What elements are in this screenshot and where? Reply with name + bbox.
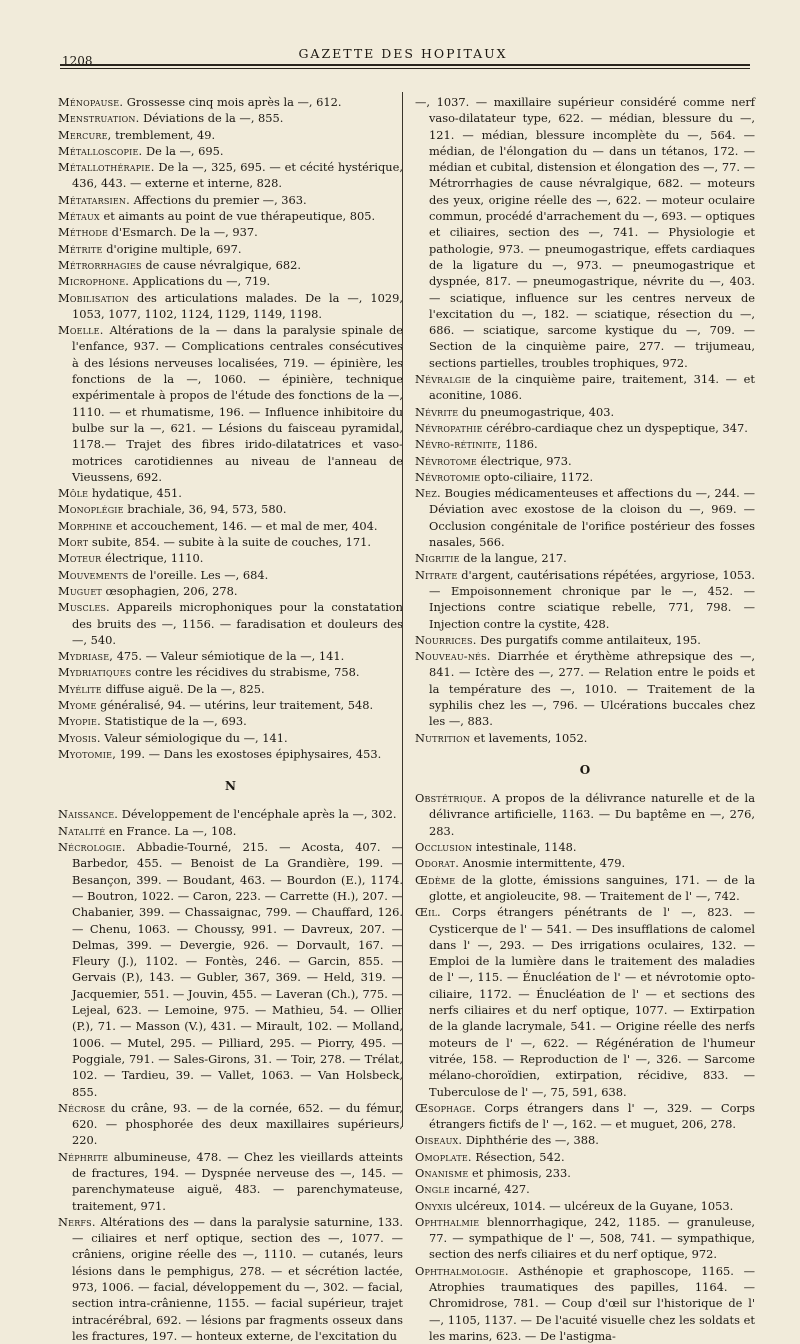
entry-text: d'argent, cautérisations répétées, argyriose, 1053. — Empoisonnement chronique par le —, 452. — Injections contre sciatique rebelle, 771, 798. — Injection contre la cystite, 428. xyxy=(429,567,755,631)
entry-heading: Nouveau-nés. xyxy=(415,649,491,664)
entry-heading: Moteur xyxy=(58,551,102,566)
index-entry xyxy=(58,599,403,648)
entry-heading: Mouvements xyxy=(58,567,129,582)
index-entry xyxy=(58,518,403,534)
entry-heading: Métrorrhagies xyxy=(58,257,142,272)
entry-text: Statistique de la —, 693. xyxy=(104,714,247,729)
entry-heading: Oiseaux. xyxy=(415,1133,463,1148)
entry-text: de l'oreille. Les —, 684. xyxy=(132,567,269,582)
entry-heading: Œil. xyxy=(415,905,441,920)
index-entry xyxy=(58,257,403,273)
index-entry xyxy=(415,1100,755,1133)
index-entry xyxy=(415,94,755,371)
entry-text: Anosmie intermittente, 479. xyxy=(462,856,626,871)
entry-heading: Monoplégie xyxy=(58,502,124,517)
entry-heading: Métaux xyxy=(58,209,100,224)
index-entry xyxy=(415,839,755,855)
page-header xyxy=(58,38,748,68)
index-entry xyxy=(58,746,403,762)
index-entry xyxy=(58,159,403,192)
entry-heading: Nécrologie. xyxy=(58,840,126,855)
index-entry xyxy=(58,697,403,713)
entry-heading: Nitrate xyxy=(415,567,458,582)
index-entry xyxy=(58,1149,403,1214)
entry-heading: Myopie. xyxy=(58,714,101,729)
entry-heading: Métalloscopie. xyxy=(58,143,143,158)
entry-heading: Nutrition xyxy=(415,730,471,745)
index-entry xyxy=(58,143,403,159)
entry-heading: Métallothérapie. xyxy=(58,160,155,175)
index-entry xyxy=(415,469,755,485)
entry-text: 475. — Valeur sémiotique de la —, 141. xyxy=(116,649,345,664)
entry-text: électrique, 1110. xyxy=(105,551,204,566)
entry-text: Résection, 542. xyxy=(475,1149,565,1164)
index-entry xyxy=(415,567,755,632)
entry-text: Grossesse cinq mois après la —, 612. xyxy=(126,95,342,109)
entry-text: de la glotte, émissions sanguines, 171. — de la glotte, et angioleucite, 98. — Traitement de l' —, 742. xyxy=(429,872,755,903)
entry-text: blennorrhagique, 242, 1185. — granuleuse, 77. — sympathique de l' —, 508, 741. — sympathique, section des nerfs ciliaires et du nerf optique, 972. xyxy=(429,1214,756,1262)
index-entry xyxy=(415,1263,755,1344)
entry-text: brachiale, 36, 94, 573, 580. xyxy=(127,502,287,517)
entry-heading: Mercure, xyxy=(58,127,112,142)
entry-heading: Obstétrique. xyxy=(415,791,487,806)
index-entry xyxy=(415,1149,755,1165)
entry-heading: Morphine xyxy=(58,518,113,533)
entry-heading: Névrite xyxy=(415,404,459,419)
entry-text: intestinale, 1148. xyxy=(475,840,577,855)
journal-title: GAZETTE DES HOPITAUX xyxy=(298,46,508,61)
page-number: 1208 xyxy=(62,54,93,68)
entry-heading: Omoplate. xyxy=(415,1149,472,1164)
entry-heading: Métatarsien. xyxy=(58,192,130,207)
header-rule xyxy=(60,64,750,69)
entry-text: Altérations des — dans la paralysie saturnine, 133. — ciliaires et nerf optique, section des —, 1077. — crâniens, origine réelle des —, 1110. — cutanés, leurs lésions dans le pemphigus, 278. — et sécrétion lactée, 973, 1006. — facial, développement du —, 302. — facial, section intra-crânienne, 1155. — facial supérieur, trajet intracérébral, 692. — lésions par fragments osseux dans les fractures, 197. — honteux externe, de l'excitation du xyxy=(72,1214,403,1343)
entry-heading: Moelle. xyxy=(58,323,104,338)
entry-text: du crâne, 93. — de la cornée, 652. — du fémur, 620. — phosphorée des deux maxillaires supérieurs, 220. xyxy=(72,1100,404,1148)
entry-text: diffuse aiguë. De la —, 825. xyxy=(105,681,265,696)
entry-text: contre les récidives du strabisme, 758. xyxy=(135,665,360,680)
index-entry xyxy=(58,94,403,110)
section-n-list xyxy=(58,806,403,1344)
entry-text: électrique, 973. xyxy=(480,453,572,468)
index-entry xyxy=(58,806,403,822)
section-m-list xyxy=(58,94,403,762)
index-entry xyxy=(58,550,403,566)
entry-text: De la —, 325, 695. — et cécité hystérique, 436, 443. — externe et interne, 828. xyxy=(72,160,403,191)
entry-heading: Odorat. xyxy=(415,856,460,871)
entry-heading: Mort xyxy=(58,535,89,550)
column-divider xyxy=(402,92,403,1127)
section-n-continued-list xyxy=(415,94,755,746)
entry-text: et accouchement, 146. — et mal de mer, 404. xyxy=(115,518,378,533)
entry-heading: Môle xyxy=(58,486,89,501)
index-entry xyxy=(58,241,403,257)
index-entry xyxy=(415,1132,755,1148)
entry-heading: Mydriatiques xyxy=(58,665,132,680)
entry-heading: Névropathie xyxy=(415,420,483,435)
index-entry xyxy=(415,453,755,469)
entry-heading: Microphone. xyxy=(58,274,130,289)
entry-text: 1186. xyxy=(504,437,538,452)
entry-text: de la langue, 217. xyxy=(463,551,567,566)
entry-heading: Menstruation. xyxy=(58,111,140,126)
entry-text: incarné, 427. xyxy=(453,1182,530,1197)
entry-heading: Mydriase, xyxy=(58,649,114,664)
section-letter-o: O xyxy=(579,762,591,777)
index-entry xyxy=(58,501,403,517)
index-entry xyxy=(415,790,755,839)
entry-text: œsophagien, 206, 278. xyxy=(105,583,238,598)
entry-heading: Occlusion xyxy=(415,840,473,855)
entry-text: Diphthérie des —, 388. xyxy=(465,1133,599,1148)
left-column xyxy=(58,94,403,1344)
entry-heading: Myélite xyxy=(58,681,102,696)
entry-heading: Muscles. xyxy=(58,600,110,615)
index-entry xyxy=(58,290,403,323)
entry-heading: Ophthalmie xyxy=(415,1214,480,1229)
index-entry xyxy=(415,632,755,648)
index-entry xyxy=(58,322,403,485)
entry-heading: Onyxis xyxy=(415,1198,453,1213)
entry-text: cérébro-cardiaque chez un dyspeptique, 347. xyxy=(486,420,748,435)
entry-text: de cause névralgique, 682. xyxy=(145,257,301,272)
index-entry xyxy=(58,583,403,599)
entry-text: et lavements, 1052. xyxy=(473,730,588,745)
index-entry xyxy=(58,648,403,664)
index-entry xyxy=(58,192,403,208)
entry-text: 199. — Dans les exostoses épiphysaires, 453. xyxy=(119,746,382,761)
entry-text: Abbadie-Tourné, 215. — Acosta, 407. — Barbedor, 455. — Benoist de La Grandière, 199. — Besançon, 399. — Boudant, 463. — Bourdon (E.), 1174. — Boutron, 1022. — Caron, 223. — Carrette (H.), 207. — Chabanier, 399. — Chassaignac, 799. — Chauffard, 126. — Chenu, 1063. — Choussy, 991. — Davreux, 207. — Delmas, 399. — Devergie, 926. — Dorvault, 167. — Fleury (J.), 1102. — Fontès, 246. — Garcin, 855. — Gervais (P.), 143. — Gubler, 367, 369. — Held, 319. — Jacquemier, 551. — Jouvin, 455. — Laveran (Ch.), 775. — Lejeal, 623. — Lemoine, 975. — Mathieu, 54. — Ollier (P.), 71. — Masson (V.), 431. — Mirault, 102. — Molland, 1006. — Mutel, 295. — Pilliard, 295. — Piorry, 495. — Poggiale, 791. — Sales-Girons, 31. — Toir, 278. — Trélat, 102. — Tardieu, 39. — Vallet, 1063. — Van Holsbeck, 855. xyxy=(72,840,403,1099)
entry-heading: Œsophage. xyxy=(415,1100,476,1115)
index-entry xyxy=(58,273,403,289)
index-entry xyxy=(58,534,403,550)
entry-text: Corps étrangers dans l' —, 329. — Corps étrangers fictifs de l' —, 162. — et muguet, 206, 278. xyxy=(429,1100,756,1132)
index-entry xyxy=(415,730,755,746)
index-entry xyxy=(415,485,755,550)
entry-heading: Ophthalmologie. xyxy=(415,1263,509,1278)
index-entry xyxy=(58,730,403,746)
section-o-list xyxy=(415,790,755,1344)
entry-text: Déviations de la —, 855. xyxy=(143,111,284,126)
entry-text: —, 1037. — maxillaire supérieur considéré comme nerf vaso-dilatateur type, 622. — médian, blessure du —, 121. — médian, blessure incomplète du —, 564. — médian, de l'élongation du — dans un tétanos, 172. — médian et cubital, distension et élongation des —, 77. — Métrorrhagies de cause névralgique, 682. — moteurs des yeux, origine réelle des —, 622. — moteur oculaire commun, procédé d'arrachement du —, 693. — optiques et ciliaires, section des —, 741. — Physiologie et pathologie, 973. — pneumogastrique, effets cardiaques de la ligature du —, 973. — pneumogastrique et dyspnée, 817. — pneumogastrique, névrite du —, 403. — sciatique, influence sur les centres nerveux de l'excitation du —, 182. — sciatique, résection du —, 686. — sciatique, sarcome kystique du —, 709. — Section de la cinquième paire, 277. — trijumeau, sections partielles, troubles trophiques, 972. xyxy=(415,95,756,370)
entry-heading: Nigritie xyxy=(415,551,460,566)
entry-heading: Méthode xyxy=(58,225,109,240)
entry-text: de la cinquième paire, traitement, 314. — et aconitine, 1086. xyxy=(429,372,756,403)
entry-text: en France. La —, 108. xyxy=(108,823,237,838)
entry-text: Affections du premier —, 363. xyxy=(133,192,307,207)
entry-text: De la —, 695. xyxy=(145,143,224,158)
entry-heading: Myome xyxy=(58,697,97,712)
entry-heading: Ménopause. xyxy=(58,95,124,109)
entry-heading: Muguet xyxy=(58,583,102,598)
index-entry xyxy=(58,224,403,240)
entry-text: albumineuse, 478. — Chez les vieillards atteints de fractures, 194. — Dyspnée nerveuse des —, 145. — parenchymateuse aiguë, 483. — parenchymateuse, traitement, 971. xyxy=(72,1149,404,1213)
entry-text: d'Esmarch. De la —, 937. xyxy=(111,225,258,240)
entry-text: Bougies médicamenteuses et affections du —, 244. — Déviation avec exostose de la cloison du —, 969. — Occlusion congénitale de l'orifice postérieur des fosses nasales, 566. xyxy=(429,486,756,550)
entry-text: Corps étrangers pénétrants de l' —, 823. — Cysticerque de l' — 541. — Des insufflations de calomel dans l' —, 293. — Des irrigations oculaires, 132. — Emploi de la lumière dans le traitement des maladies de l' —, 115. — Énucléation de l' — et névrotomie opto-ciliaire, 1172. — Énucléation de l' — et sections des nerfs ciliaires et du nerf optique, 1077. — Extirpation de la glande lacrymale, 541. — Origine réelle des nerfs moteurs de l' —, 622. — Régénération de l'humeur vitrée, 158. — Reproduction de l' —, 326. — Sarcome mélano-choroïdien, extirpation, récidive, 833. — Tuberculose de l' —, 75, 591, 638. xyxy=(429,905,756,1099)
entry-text: hydatique, 451. xyxy=(91,486,182,501)
entry-heading: Œdème xyxy=(415,872,456,887)
index-entry xyxy=(58,1100,403,1149)
right-column xyxy=(415,94,755,1344)
entry-heading: Névrotome xyxy=(415,453,477,468)
index-entry xyxy=(58,823,403,839)
index-entry xyxy=(415,550,755,566)
index-entry xyxy=(58,681,403,697)
entry-heading: Natalité xyxy=(58,823,106,838)
index-entry xyxy=(415,1214,755,1263)
entry-text: du pneumogastrique, 403. xyxy=(461,404,615,419)
entry-text: Développement de l'encéphale après la —, 302. xyxy=(121,807,397,822)
entry-text: tremblement, 49. xyxy=(115,127,216,142)
index-entry xyxy=(415,1181,755,1197)
entry-text: et phimosis, 233. xyxy=(472,1166,571,1180)
entry-text: ulcéreux, 1014. — ulcéreux de la Guyane, 1053. xyxy=(455,1198,734,1213)
entry-text: Valeur sémiologique du —, 141. xyxy=(104,730,288,745)
entry-text: subite, 854. — subite à la suite de couches, 171. xyxy=(91,535,371,550)
index-entry xyxy=(58,208,403,224)
entry-text: des articulations malades. De la —, 1029, 1053, 1077, 1102, 1124, 1129, 1149, 1198. xyxy=(72,290,404,321)
entry-heading: Métrite xyxy=(58,241,103,256)
index-entry xyxy=(58,839,403,1100)
entry-text: et aimants au point de vue thérapeutique, 805. xyxy=(103,209,376,224)
entry-heading: Néphrite xyxy=(58,1149,109,1164)
entry-heading: Névro-rétinite, xyxy=(415,437,502,452)
index-entry xyxy=(415,855,755,871)
entry-heading: Névrotomie xyxy=(415,469,481,484)
index-entry xyxy=(58,485,403,501)
index-entry xyxy=(415,404,755,420)
index-entry xyxy=(58,110,403,126)
index-entry xyxy=(58,713,403,729)
entry-heading: Naissance. xyxy=(58,807,119,822)
index-entry xyxy=(415,872,755,905)
entry-heading: Onanisme xyxy=(415,1166,469,1180)
entry-heading: Nez. xyxy=(415,486,441,501)
entry-text: Applications du —, 719. xyxy=(132,274,271,289)
index-entry xyxy=(58,664,403,680)
index-entry xyxy=(58,567,403,583)
entry-heading: Nécrose xyxy=(58,1100,106,1115)
index-entry xyxy=(415,904,755,1100)
index-entry xyxy=(415,371,755,404)
index-entry xyxy=(415,436,755,452)
entry-text: Altérations de la — dans la paralysie spinale de l'enfance, 937. — Complications centrales consécutives à des lésions nerveuses localisées, 719. — épinière, les fonctions de la —, 1060. — épinière, technique expérimentale à propos de l'étude des fonctions de la —, 1110. — et rhumatisme, 196. — Influence inhibitoire du bulbe sur la —, 621. — Lésions du faisceau pyramidal, 1178.— Trajet des fibres irido-dilatatrices et vaso-motrices carotidiennes au niveau de l'anneau de Vieussens, 692. xyxy=(72,323,403,484)
entry-text: Appareils microphoniques pour la constatation des bruits des —, 1156. — faradisation et douleurs des —, 540. xyxy=(72,600,403,647)
entry-heading: Myosis. xyxy=(58,730,101,745)
section-letter-n: N xyxy=(225,779,236,794)
index-entry xyxy=(415,648,755,729)
entry-text: Diarrhée et érythème athrepsique des —, 841. — Ictère des —, 277. — Relation entre le poids et la température des —, 1010. — Traitement de la syphilis chez les —, 796. — Ulcérations buccales chez les —, 883. xyxy=(429,649,755,729)
entry-text: Asthénopie et graphoscope, 1165. — Atrophies traumatiques des papilles, 1164. — Chromidrose, 781. — Coup d'œil sur l'historique de l' —, 1105, 1137. — De l'acuité visuelle chez les soldats et les marins, 623. — De l'astigma- xyxy=(429,1263,755,1343)
entry-heading: Ongle xyxy=(415,1182,450,1197)
index-entry xyxy=(415,1198,755,1214)
entry-text: Des purgatifs comme antilaiteux, 195. xyxy=(480,632,701,647)
entry-text: généralisé, 94. — utérins, leur traitement, 548. xyxy=(100,697,374,712)
index-entry xyxy=(415,1165,755,1181)
entry-heading: Mobilisation xyxy=(58,290,130,305)
entry-text: d'origine multiple, 697. xyxy=(106,241,242,256)
entry-heading: Névralgie xyxy=(415,372,471,387)
index-entry xyxy=(58,127,403,143)
entry-heading: Nourrices. xyxy=(415,632,477,647)
index-entry xyxy=(415,420,755,436)
entry-text: A propos de la délivrance naturelle et de la délivrance artificielle, 1163. — Du baptême en —, 276, 283. xyxy=(429,791,755,838)
entry-heading: Myotomie, xyxy=(58,746,117,761)
index-entry xyxy=(58,1214,403,1344)
entry-text: opto-ciliaire, 1172. xyxy=(483,469,594,484)
entry-heading: Nerfs. xyxy=(58,1214,96,1229)
